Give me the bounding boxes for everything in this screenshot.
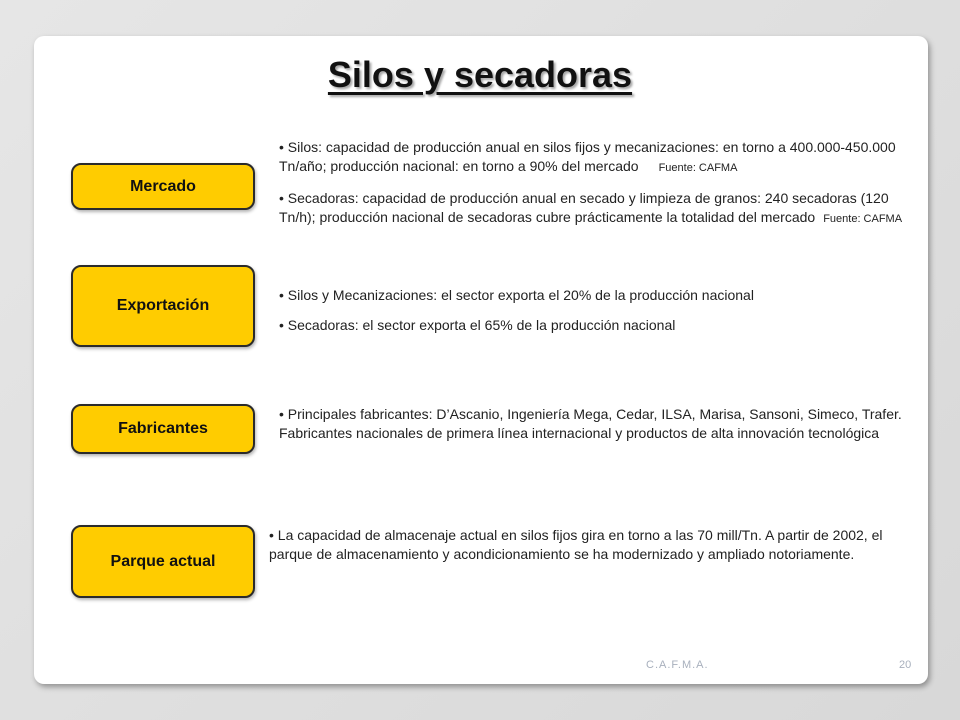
exportacion-text — [279, 286, 927, 346]
mercado-bullet-secadoras-text: • Secadoras: capacidad de producción anual en secado y limpieza de granos: 240 secadoras (120 Tn/h); producción nacional de secadoras cubre prácticamente la totalidad del mercado — [279, 190, 889, 225]
label-fabricantes-text: Fabricantes — [118, 420, 208, 437]
label-exportacion-text: Exportación — [116, 297, 210, 314]
parque-actual-bullet: • La capacidad de almacenaje actual en silos fijos gira en torno a las 70 mill/Tn. A partir de 2002, el parque de almacenamiento y acondicionamiento se ha modernizado y ampliado notoriamente. — [269, 527, 883, 562]
fabricantes-text — [279, 405, 919, 454]
label-mercado-text: Mercado — [130, 177, 196, 195]
mercado-bullet-secadoras-source: Fuente: CAFMA — [823, 213, 903, 225]
footer-org: C.A.F.M.A. — [646, 659, 709, 671]
label-exportacion — [71, 265, 255, 347]
label-fabricantes — [71, 404, 255, 454]
mercado-bullet-silos — [279, 138, 927, 178]
label-parque-actual — [71, 525, 255, 598]
mercado-bullet-silos-text: • Silos: capacidad de producción anual en silos fijos y mecanizaciones: en torno a 400.000-450.000 Tn/año; producción nacional: en torno a 90% del mercado — [279, 139, 896, 174]
fabricantes-bullet: • Principales fabricantes: D’Ascanio, Ingeniería Mega, Cedar, ILSA, Marisa, Sansoni, Simeco, Trafer. Fabricantes nacionales de primera línea internacional y productos de alta innovación tecnológica — [279, 406, 902, 441]
mercado-text — [279, 138, 927, 240]
slide-title: Silos y secadoras — [327, 54, 633, 95]
parque-actual-text — [269, 526, 923, 575]
footer-page-number: 20 — [899, 659, 912, 671]
exportacion-bullet-secadoras: • Secadoras: el sector exporta el 65% de la producción nacional — [279, 317, 676, 333]
label-mercado — [71, 163, 255, 210]
mercado-bullet-secadoras — [279, 189, 927, 229]
exportacion-bullet-silos: • Silos y Mecanizaciones: el sector exporta el 20% de la producción nacional — [279, 287, 754, 303]
label-parque-actual-text: Parque actual — [110, 552, 216, 570]
mercado-bullet-silos-source: Fuente: CAFMA — [658, 162, 738, 174]
